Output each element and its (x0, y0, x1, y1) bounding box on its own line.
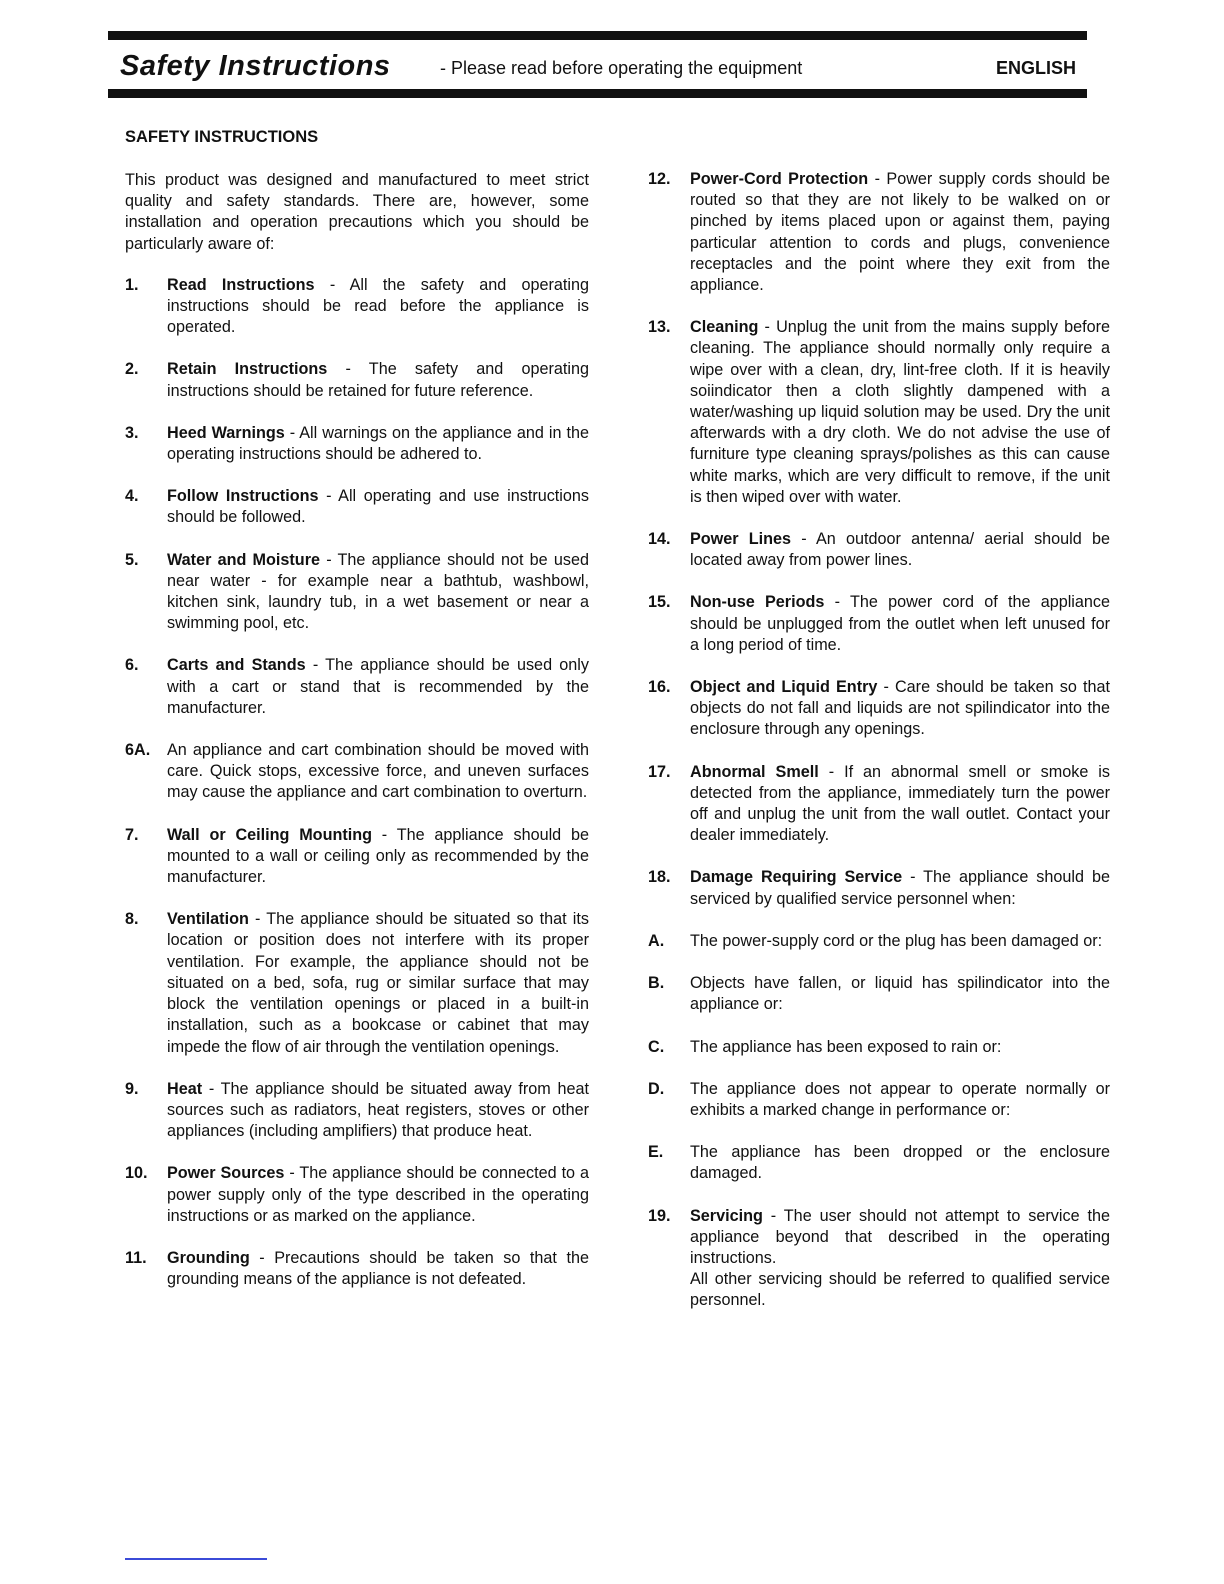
item-number: B. (648, 974, 665, 993)
item-term: Power-Cord Protection (690, 170, 869, 188)
item-term: Object and Liquid Entry (690, 678, 878, 697)
item-text: The power-supply cord or the plug has been damaged or: (690, 931, 1103, 950)
list-item (648, 529, 1110, 571)
list-item (125, 423, 589, 465)
item-number: 5. (125, 550, 139, 569)
list-item (648, 317, 1110, 508)
item-text: - Power supply cords should be routed so that they are not likely to be walked on or pinched by items placed upon or against them, paying particular attention to cords and plugs, convenience receptacles and the point where they exit from the appliance. (690, 170, 1110, 295)
section-heading: SAFETY INSTRUCTIONS (125, 128, 319, 146)
item-number: 6. (125, 656, 139, 675)
item-number: 19. (648, 1206, 671, 1225)
list-item (648, 1142, 1110, 1184)
language-label: ENGLISH (995, 58, 1076, 78)
left-column (125, 170, 589, 1311)
item-number: 9. (125, 1079, 139, 1098)
list-item (125, 1163, 589, 1227)
item-text: - All warnings on the appliance and in the operating instructions should be adhered to. (167, 423, 589, 464)
item-text: - The appliance should be used only with a cart or stand that is recommended by the manufacturer. (167, 656, 589, 717)
item-term: Power Sources (167, 1164, 285, 1183)
list-item (648, 592, 1110, 656)
item-term: Water and Moisture (167, 550, 320, 569)
item-text: - The power cord of the appliance should be unplugged from the outlet when left unused for a long period of time. (690, 593, 1110, 654)
item-number: 11. (125, 1248, 147, 1267)
item-text: - Precautions should be taken so that the grounding means of the appliance is not defeated. (167, 1248, 589, 1289)
list-item (125, 550, 589, 635)
item-term: Retain Instructions (167, 360, 328, 379)
item-term: Non-use Periods (690, 593, 825, 612)
item-term: Heat (167, 1079, 203, 1098)
item-term: Ventilation (167, 910, 249, 929)
item-term: Follow Instructions (167, 487, 319, 506)
item-text: - The safety and operating instructions should be retained for future reference. (167, 360, 589, 400)
item-term: Damage Requiring Service (690, 868, 903, 887)
item-text: An appliance and cart combination should be moved with care. Quick stops, excessive force, and uneven surfaces may cause the appliance and cart combination to overturn. (167, 741, 589, 802)
list-item (648, 1079, 1110, 1121)
item-term: Heed Warnings (167, 423, 285, 442)
page-subtitle: - Please read before operating the equipment (440, 58, 803, 78)
list-item (648, 169, 1110, 296)
header-rule-top (108, 31, 1087, 40)
item-number: 18. (648, 868, 671, 887)
page-title: Safety Instructions (120, 50, 391, 82)
item-text: - If an abnormal smell or smoke is detected from the appliance, immediately turn the power off and unplug the unit from the wall outlet. Contact your dealer immediately. (690, 762, 1110, 845)
item-number: 17. (648, 762, 671, 781)
list-item (125, 1248, 589, 1290)
list-item (648, 867, 1110, 909)
item-number: E. (648, 1143, 664, 1162)
item-text: - The appliance should be serviced by qualified service personnel when: (690, 868, 1110, 908)
item-number: 15. (648, 593, 671, 612)
list-item (648, 973, 1110, 1015)
item-term: Abnormal Smell (690, 762, 819, 781)
item-text: - The appliance should be situated so that its location or position does not interfere with its proper ventilation. For example, the appliance should not be situated on a bed, sofa, rug or similar surface that may block the ventilation openings or placed in a built-in installation, such as a bookcase or cabinet that may impede the flow of air through the ventilation openings. (167, 910, 589, 1056)
item-text: - Care should be taken so that objects do not fall and liquids are not spilindicator into the enclosure through any openings. (690, 678, 1110, 739)
item-number: 13. (648, 318, 671, 337)
item-text: The appliance has been exposed to rain or: (690, 1037, 1002, 1056)
left-item-list (125, 275, 589, 1291)
item-term: Read Instructions (167, 275, 315, 294)
item-text: Objects have fallen, or liquid has spilindicator into the appliance or: (690, 974, 1110, 1014)
list-item (125, 359, 589, 401)
list-item (648, 1037, 1110, 1058)
item-term: Wall or Ceiling Mounting (167, 825, 373, 844)
item-number: 10. (125, 1164, 148, 1183)
item-number: D. (648, 1079, 665, 1098)
item-number: 8. (125, 910, 139, 929)
item-number: 6A. (125, 741, 151, 760)
item-number: A. (648, 931, 665, 950)
item-text: - The appliance should be mounted to a wall or ceiling only as recommended by the manufacturer. (167, 825, 589, 887)
list-item (125, 740, 589, 804)
item-text: - The appliance should be situated away from heat sources such as radiators, heat registers, stoves or other appliances (including amplifiers) that produce heat. (167, 1079, 589, 1141)
item-text: - The appliance should be connected to a power supply only of the type described in the operating instructions or as marked on the appliance. (167, 1164, 589, 1225)
item-text: The appliance does not appear to operate normally or exhibits a marked change in performance or: (690, 1079, 1110, 1119)
item-text: - An outdoor antenna/ aerial should be located away from power lines. (690, 530, 1110, 570)
item-text: - The user should not attempt to service the appliance beyond that described in the operating instructions. (690, 1206, 1110, 1267)
list-item (648, 931, 1110, 952)
item-term: Cleaning (690, 318, 759, 337)
list-item (125, 486, 589, 528)
list-item (648, 762, 1110, 847)
list-item (125, 1079, 589, 1143)
list-item (648, 1206, 1110, 1312)
right-column (648, 169, 1110, 1333)
item-text: The appliance has been dropped or the enclosure damaged. (690, 1143, 1110, 1183)
item-text: - All operating and use instructions should be followed. (167, 487, 589, 527)
item-text: - All the safety and operating instructions should be read before the appliance is operated. (167, 275, 590, 337)
intro-paragraph: This product was designed and manufactured to meet strict quality and safety standards. There are, however, some installation and operation precautions which you should be particularly aware of: (125, 171, 589, 253)
item-text: - The appliance should not be used near water - for example near a bathtub, washbowl, kitchen sink, laundry tub, in a wet basement or near a swimming pool, etc. (167, 550, 589, 633)
item-number: 1. (125, 275, 139, 294)
list-item (648, 677, 1110, 741)
list-item (125, 275, 589, 339)
header-rule-bottom (108, 89, 1087, 98)
item-term: Servicing (690, 1206, 763, 1225)
list-item (125, 655, 589, 719)
item-number: C. (648, 1037, 665, 1056)
item-number: 4. (125, 487, 139, 506)
item-term: Power Lines (690, 530, 792, 549)
item-number: 3. (125, 423, 139, 442)
item-number: 7. (125, 825, 139, 844)
item-term: Grounding (167, 1248, 250, 1267)
item-number: 14. (648, 530, 671, 549)
item-term: Carts and Stands (167, 656, 306, 675)
item-extra-text: All other servicing should be referred to qualified service personnel. (690, 1270, 1110, 1310)
item-text: - Unplug the unit from the mains supply before cleaning. The appliance should normally only require a wipe over with a clean, dry, lint-free cloth. If it is heavily soiindicator then a cloth slightly dampened with a water/washing up liquid solution may be used. Dry the unit afterwards with a dry cloth. We do not advise the use of furniture type cleaning sprays/polishes as this can cause white marks, which are very difficult to remove, if the unit is then wiped over with water. (690, 318, 1110, 506)
footer-line (125, 1558, 267, 1560)
list-item (125, 825, 589, 889)
right-item-list (648, 169, 1110, 1312)
page-header (120, 48, 1080, 88)
item-number: 16. (648, 678, 671, 697)
item-number: 12. (648, 170, 671, 188)
item-number: 2. (125, 360, 139, 379)
list-item (125, 909, 589, 1057)
